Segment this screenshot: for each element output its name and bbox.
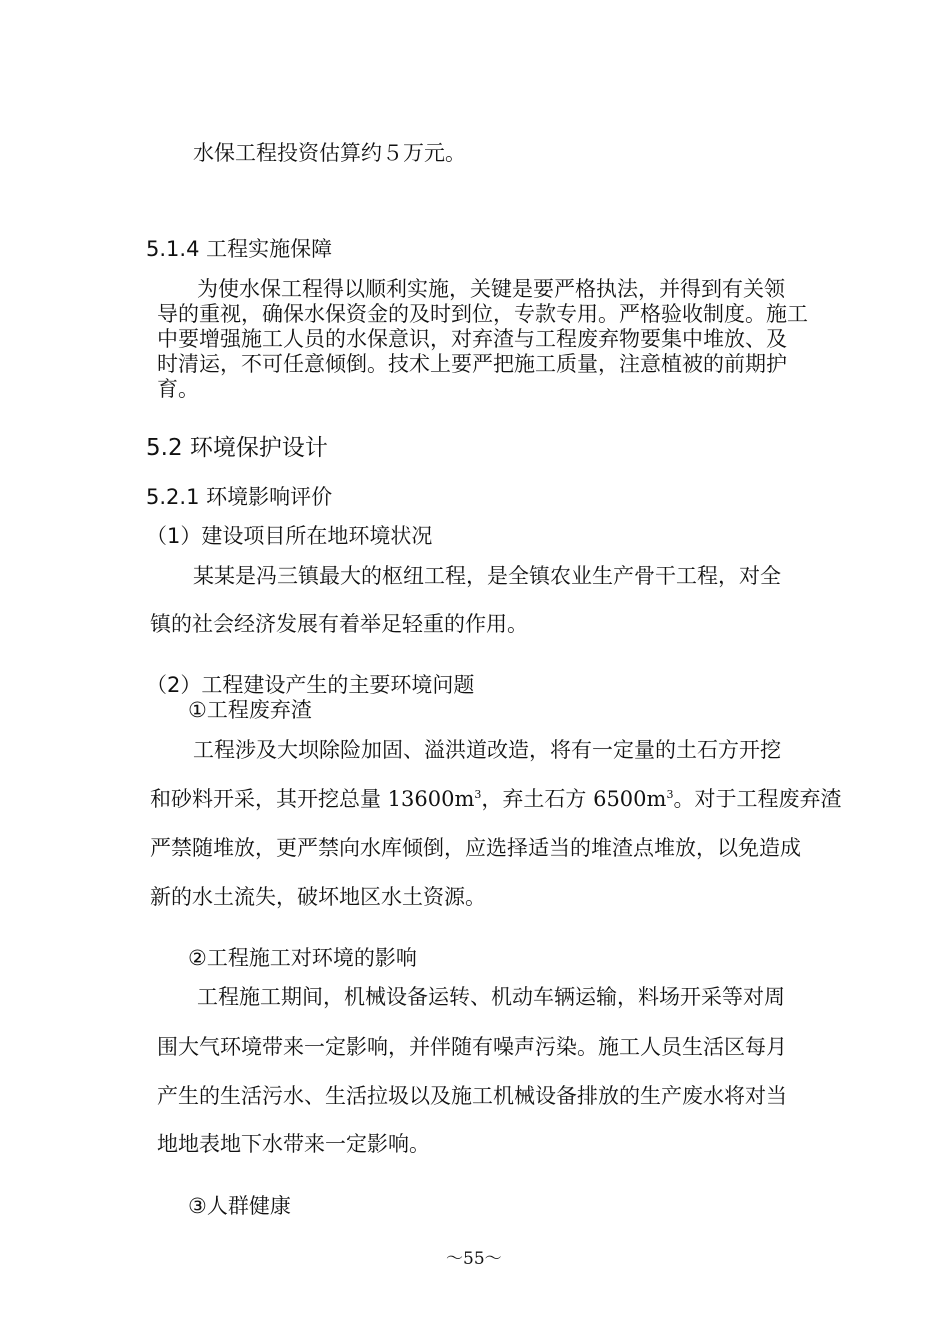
heading-sub-1: （1）建设项目所在地环境状况 [146,524,433,548]
para-item1-line-2 [150,789,841,810]
superscript-3: 3 [474,788,482,801]
para-item1-line-1: 工程涉及大坝除险加固、溢洪道改造，将有一定量的土石方开挖 [193,738,781,762]
para-item2-line-3: 产生的生活污水、生活拉圾以及施工机械设备排放的生产废水将对当 [157,1084,787,1108]
page-number: ～55～ [446,1249,502,1269]
heading-item-3: ③人群健康 [188,1194,291,1218]
para-514-line-5: 育。 [157,377,199,401]
para-514-line-2: 导的重视，确保水保资金的及时到位，专款专用。严格验收制度。施工 [157,302,808,326]
para-item1-line-4: 新的水土流失，破坏地区水土资源。 [150,885,486,909]
para-item1-line-2-a: 和砂料开采，其开挖总量 13600m [150,787,475,811]
para-514-line-3: 中要增强施工人员的水保意识，对弃渣与工程废弃物要集中堆放、及 [157,327,787,351]
para-514-line-1: 为使水保工程得以顺利实施，关键是要严格执法，并得到有关领 [197,277,785,301]
heading-sub-2: （2）工程建设产生的主要环境问题 [146,673,475,697]
para-514-line-4: 时清运，不可任意倾倒。技术上要严把施工质量，注意植被的前期护 [157,352,787,376]
para-item1-line-2-c: 。对于工程废弃渣 [673,787,842,811]
heading-5-2: 5.2 环境保护设计 [146,435,328,461]
heading-5-2-1: 5.2.1 环境影响评价 [146,485,333,509]
para-item2-line-4: 地地表地下水带来一定影响。 [157,1132,430,1156]
superscript-3: 3 [666,788,674,801]
heading-5-1-4: 5.1.4 工程实施保障 [146,237,333,261]
para-item1-line-3: 严禁随堆放，更严禁向水库倾倒，应选择适当的堆渣点堆放，以免造成 [150,836,801,860]
para-item1-line-2-b: ，弃土石方 6500m [481,787,667,811]
para-item2-line-1: 工程施工期间，机械设备运转、机动车辆运输，料场开采等对周 [197,985,785,1009]
cost-line: 水保工程投资估算约５万元。 [193,141,466,165]
heading-item-2: ②工程施工对环境的影响 [188,946,417,970]
heading-item-1: ①工程废弃渣 [188,698,312,722]
para-sub1-line-1: 某某是冯三镇最大的枢纽工程，是全镇农业生产骨干工程，对全 [193,564,781,588]
para-item2-line-2: 围大气环境带来一定影响，并伴随有噪声污染。施工人员生活区每月 [157,1035,787,1059]
para-sub1-line-2: 镇的社会经济发展有着举足轻重的作用。 [150,612,528,636]
